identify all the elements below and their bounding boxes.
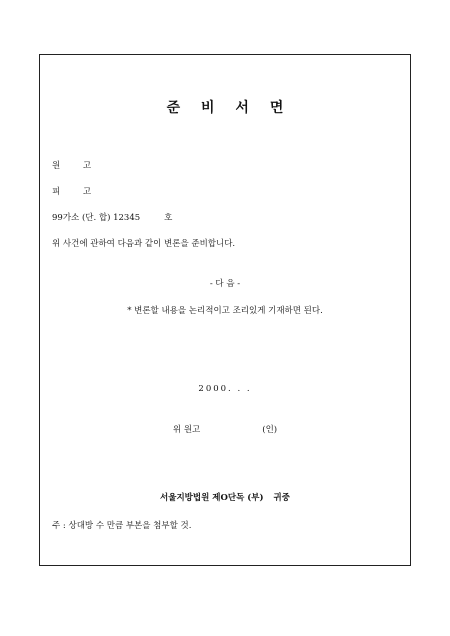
plaintiff-label: 원 고 — [52, 161, 102, 171]
seal-mark: (인) — [262, 425, 278, 435]
date-line: 2000. . . — [198, 384, 252, 394]
document-title: 준 비 서 면 — [166, 100, 292, 116]
court-name: 서울지방법원 제O단독 (부) — [160, 493, 264, 503]
case-number-line — [52, 211, 172, 223]
footnote: 주 : 상대방 수 만큼 부본을 첨부할 것. — [52, 521, 192, 531]
defendant-label: 피 고 — [52, 187, 102, 197]
signature-row — [40, 423, 410, 435]
intro-sentence: 위 사건에 관하여 다음과 같이 변론을 준비합니다. — [52, 239, 236, 249]
document-page — [39, 54, 411, 566]
case-number: 99가소 (단. 합) 12345 — [52, 213, 141, 223]
court-addressee — [40, 491, 410, 503]
instruction-note: * 변론할 내용을 논리적이고 조리있게 기재하면 된다. — [127, 306, 323, 316]
signer-label: 위 원고 — [172, 425, 201, 435]
court-recipient: 귀중 — [273, 493, 290, 503]
case-number-suffix: 호 — [164, 213, 173, 223]
section-heading: - 다 음 - — [209, 279, 241, 289]
